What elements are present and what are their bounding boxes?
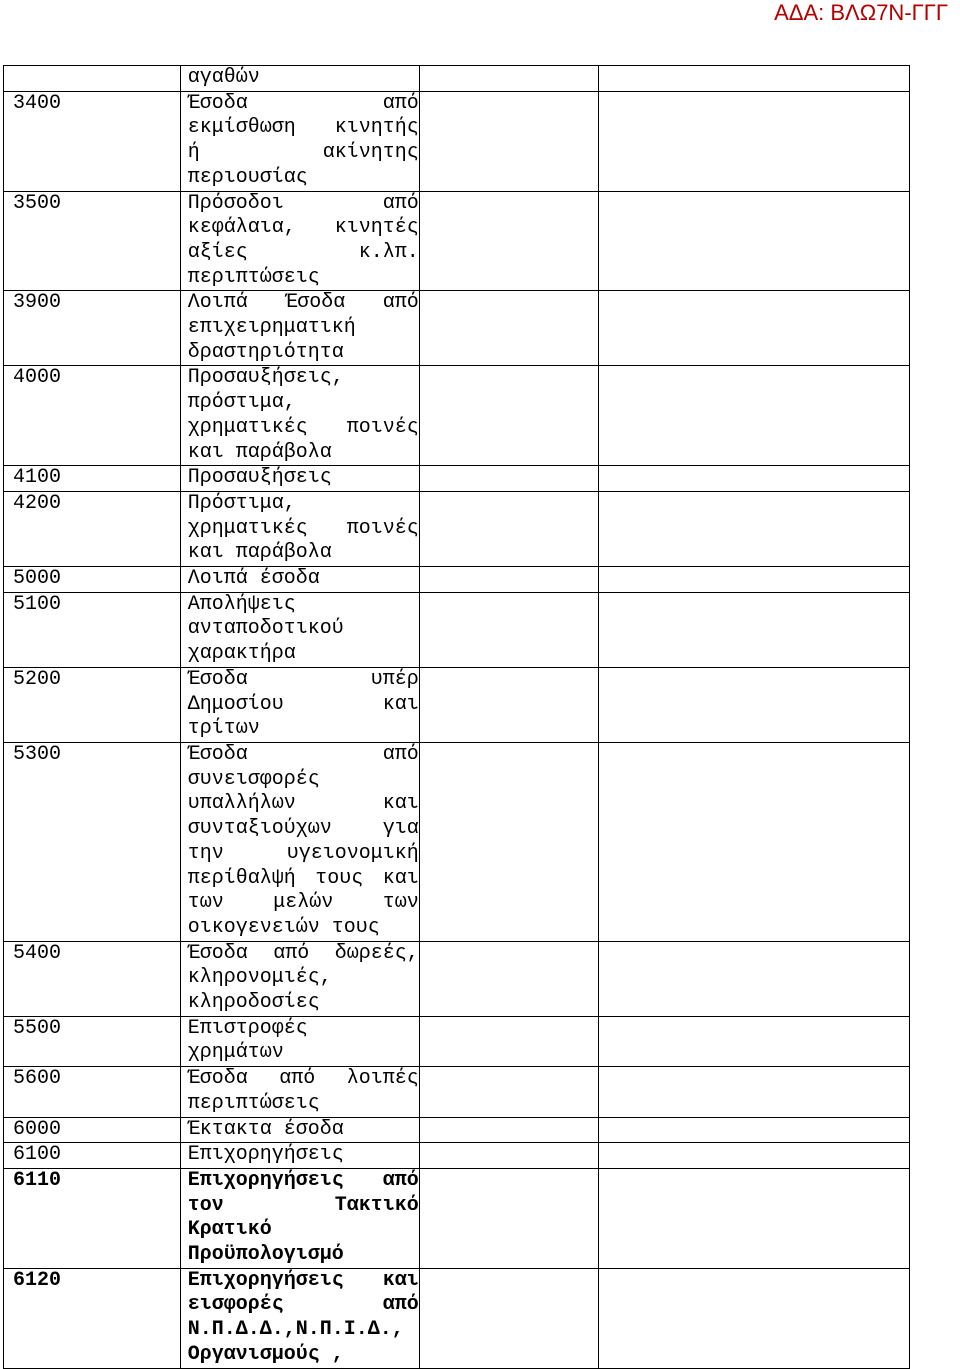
empty-cell <box>598 742 909 941</box>
table-row <box>4 667 910 742</box>
description-line: Επιστροφές <box>187 1016 308 1040</box>
revenue-code: 3400 <box>4 91 181 191</box>
empty-cell <box>598 1117 909 1143</box>
description-line: Κρατικό <box>187 1218 272 1242</box>
table-row <box>4 491 910 566</box>
description-line: υπαλλήλων και <box>187 792 419 816</box>
revenue-code: 4200 <box>4 491 181 566</box>
empty-cell <box>598 91 909 191</box>
description-line: Ν.Π.Δ.Δ.,Ν.Π.Ι.Δ., <box>187 1318 404 1342</box>
revenue-description <box>180 91 419 191</box>
description-line: Πρόστιμα, <box>187 491 296 515</box>
description-line: των μελών των <box>187 891 419 915</box>
empty-cell <box>598 567 909 593</box>
description-line: Οργανισμούς , <box>187 1342 344 1366</box>
revenue-code: 5000 <box>4 567 181 593</box>
description-line: κεφάλαια, κινητές <box>187 216 419 240</box>
description-line: εισφορές από <box>187 1293 419 1317</box>
revenue-code: 6120 <box>4 1268 181 1368</box>
description-line: ή ακίνητης <box>187 141 419 165</box>
table-row <box>4 742 910 941</box>
description-line: αξίες κ.λπ. <box>187 240 419 264</box>
empty-cell <box>598 1143 909 1169</box>
description-line: Προσαυξήσεις <box>187 466 332 490</box>
table-row <box>4 66 910 92</box>
description-line: Επιχορηγήσεις από <box>187 1168 419 1192</box>
table-row <box>4 91 910 191</box>
table-row <box>4 291 910 366</box>
description-line: χαρακτήρα <box>187 642 296 666</box>
empty-cell <box>598 191 909 291</box>
empty-cell <box>419 1016 598 1066</box>
empty-cell <box>419 742 598 941</box>
empty-cell <box>419 567 598 593</box>
empty-cell <box>598 1268 909 1368</box>
table-row <box>4 1067 910 1117</box>
description-line: Επιχορηγήσεις <box>187 1143 344 1167</box>
revenue-description <box>180 191 419 291</box>
empty-cell <box>598 1016 909 1066</box>
description-line: περιπτώσεις <box>187 1091 320 1115</box>
description-line: Λοιπά Έσοδα από <box>187 291 419 315</box>
description-line: χρηματικές ποινές <box>187 415 419 439</box>
revenue-code: 6110 <box>4 1168 181 1268</box>
description-line: Επιχορηγήσεις και <box>187 1268 419 1292</box>
empty-cell <box>419 1067 598 1117</box>
revenue-code: 4000 <box>4 366 181 466</box>
empty-cell <box>598 1067 909 1117</box>
description-line: και παράβολα <box>187 440 332 464</box>
empty-cell <box>598 66 909 92</box>
table-row <box>4 1016 910 1066</box>
table-row <box>4 466 910 492</box>
empty-cell <box>419 1117 598 1143</box>
description-line: τον Τακτικό <box>187 1193 419 1217</box>
revenue-description <box>180 742 419 941</box>
description-line: χρηματικές ποινές <box>187 516 419 540</box>
table-row <box>4 191 910 291</box>
description-line: Έσοδα από <box>187 91 419 115</box>
description-line: εκμίσθωση κινητής <box>187 116 419 140</box>
revenue-description <box>180 567 419 593</box>
description-line: Έσοδα από δωρεές, <box>187 941 419 965</box>
revenue-code: 3900 <box>4 291 181 366</box>
description-line: χρημάτων <box>187 1041 284 1065</box>
description-line: κληροδοσίες <box>187 991 320 1015</box>
revenue-code: 5100 <box>4 592 181 667</box>
revenue-description <box>180 1117 419 1143</box>
description-line: την υγειονομική <box>187 841 419 865</box>
revenue-code: 6000 <box>4 1117 181 1143</box>
table-row <box>4 1168 910 1268</box>
revenue-description <box>180 1143 419 1169</box>
revenue-description <box>180 291 419 366</box>
description-line: Δημοσίου και <box>187 692 419 716</box>
revenue-code: 5300 <box>4 742 181 941</box>
revenue-description <box>180 366 419 466</box>
description-line: Έσοδα από <box>187 742 419 766</box>
revenue-code <box>4 66 181 92</box>
revenue-description <box>180 667 419 742</box>
revenue-code: 4100 <box>4 466 181 492</box>
empty-cell <box>419 491 598 566</box>
description-line: επιχειρηματική <box>187 316 356 340</box>
description-line: περιπτώσεις <box>187 265 320 289</box>
empty-cell <box>419 667 598 742</box>
revenue-codes-table <box>3 65 910 1369</box>
description-line: περίθαλψή τους και <box>187 866 419 890</box>
empty-cell <box>419 1143 598 1169</box>
empty-cell <box>419 466 598 492</box>
empty-cell <box>419 366 598 466</box>
description-line: συνεισφορές <box>187 767 320 791</box>
description-line: Λοιπά έσοδα <box>187 567 320 591</box>
description-line: πρόστιμα, <box>187 391 296 415</box>
empty-cell <box>598 291 909 366</box>
description-line: συνταξιούχων για <box>187 817 419 841</box>
revenue-code: 5500 <box>4 1016 181 1066</box>
revenue-code: 6100 <box>4 1143 181 1169</box>
description-line: αγαθών <box>187 66 260 89</box>
description-line: οικογενειών τους <box>187 915 380 939</box>
empty-cell <box>598 592 909 667</box>
table-row <box>4 1268 910 1368</box>
ada-code: ΑΔΑ: ΒΛΩ7Ν-ΓΓΓ <box>774 0 948 25</box>
description-line: ανταποδοτικού <box>187 617 344 641</box>
revenue-code: 5600 <box>4 1067 181 1117</box>
revenue-description <box>180 592 419 667</box>
description-line: κληρονομιές, <box>187 966 332 990</box>
table-row <box>4 592 910 667</box>
revenue-description <box>180 466 419 492</box>
revenue-description <box>180 1268 419 1368</box>
table-row <box>4 366 910 466</box>
table-row <box>4 567 910 593</box>
empty-cell <box>419 592 598 667</box>
revenue-code: 3500 <box>4 191 181 291</box>
empty-cell <box>598 366 909 466</box>
empty-cell <box>419 91 598 191</box>
empty-cell <box>419 941 598 1016</box>
table-row <box>4 1143 910 1169</box>
empty-cell <box>419 191 598 291</box>
empty-cell <box>419 291 598 366</box>
revenue-code: 5400 <box>4 941 181 1016</box>
revenue-description <box>180 941 419 1016</box>
revenue-description <box>180 1168 419 1268</box>
revenue-description <box>180 1016 419 1066</box>
empty-cell <box>419 1168 598 1268</box>
table-body <box>4 66 910 1369</box>
description-line: Έσοδα υπέρ <box>187 667 419 691</box>
description-line: τρίτων <box>187 717 260 741</box>
empty-cell <box>419 1268 598 1368</box>
empty-cell <box>598 466 909 492</box>
table-row <box>4 941 910 1016</box>
revenue-description <box>180 1067 419 1117</box>
revenue-description <box>180 66 419 92</box>
table-row <box>4 1117 910 1143</box>
description-line: και παράβολα <box>187 541 332 565</box>
description-line: Απολήψεις <box>187 592 296 616</box>
empty-cell <box>598 667 909 742</box>
empty-cell <box>598 491 909 566</box>
empty-cell <box>598 1168 909 1268</box>
empty-cell <box>598 941 909 1016</box>
description-line: Προσαυξήσεις, <box>187 366 344 390</box>
empty-cell <box>419 66 598 92</box>
description-line: περιουσίας <box>187 165 308 189</box>
description-line: Έσοδα από λοιπές <box>187 1067 419 1091</box>
description-line: Προϋπολογισμό <box>187 1243 344 1267</box>
description-line: Πρόσοδοι από <box>187 191 419 215</box>
description-line: Έκτακτα έσοδα <box>187 1117 344 1141</box>
revenue-code: 5200 <box>4 667 181 742</box>
description-line: δραστηριότητα <box>187 340 344 364</box>
revenue-description <box>180 491 419 566</box>
